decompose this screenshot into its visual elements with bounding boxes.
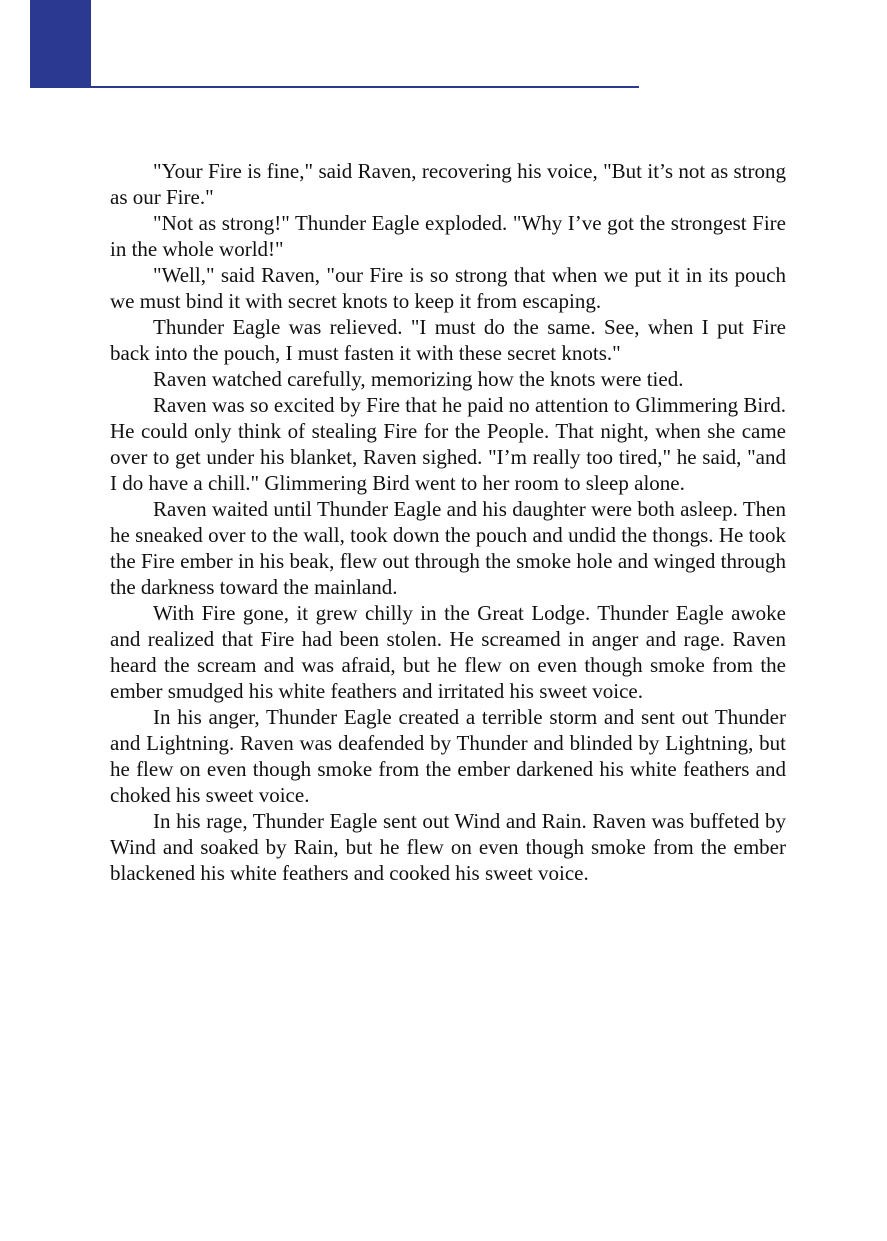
story-paragraph: In his rage, Thunder Eagle sent out Wind and Rain. Raven was buffeted by Wind and soaked by Rain, but he flew on even though smoke from the ember blackened his white feathers and cooked his sweet voice. — [110, 809, 786, 885]
header-corner-block — [30, 0, 91, 88]
story-paragraph: In his anger, Thunder Eagle created a terrible storm and sent out Thunder and Lightning. Raven was deafended by Thunder and blinded by Lightning, but he flew on even though smoke from the ember darkened his white feathers and choked his sweet voice. — [110, 705, 786, 807]
header-rule — [30, 86, 639, 88]
story-paragraph: Raven was so excited by Fire that he paid no attention to Glimmering Bird. He could only think of stealing Fire for the People. That night, when she came over to get under his blanket, Raven sighed. "I’m really too tired," he said, "and I do have a chill." Glimmering Bird went to her room to sleep alone. — [110, 393, 786, 495]
story-paragraph: "Well," said Raven, "our Fire is so strong that when we put it in its pouch we must bind it with secret knots to keep it from escaping. — [110, 263, 786, 313]
story-paragraph: Thunder Eagle was relieved. "I must do the same. See, when I put Fire back into the pouch, I must fasten it with these secret knots." — [110, 315, 786, 365]
story-text — [110, 158, 786, 886]
story-paragraph: "Your Fire is fine," said Raven, recovering his voice, "But it’s not as strong as our Fire." — [110, 159, 786, 209]
story-paragraph: Raven waited until Thunder Eagle and his daughter were both asleep. Then he sneaked over to the wall, took down the pouch and undid the thongs. He took the Fire ember in his beak, flew out through the smoke hole and winged through the darkness toward the mainland. — [110, 497, 786, 599]
story-paragraph: Raven watched carefully, memorizing how the knots were tied. — [153, 367, 684, 391]
story-paragraph: With Fire gone, it grew chilly in the Great Lodge. Thunder Eagle awoke and realized that Fire had been stolen. He screamed in anger and rage. Raven heard the scream and was afraid, but he flew on even though smoke from the ember smudged his white feathers and irritated his sweet voice. — [110, 601, 786, 703]
story-paragraph: "Not as strong!" Thunder Eagle exploded. "Why I’ve got the strongest Fire in the whole world!" — [110, 211, 786, 261]
